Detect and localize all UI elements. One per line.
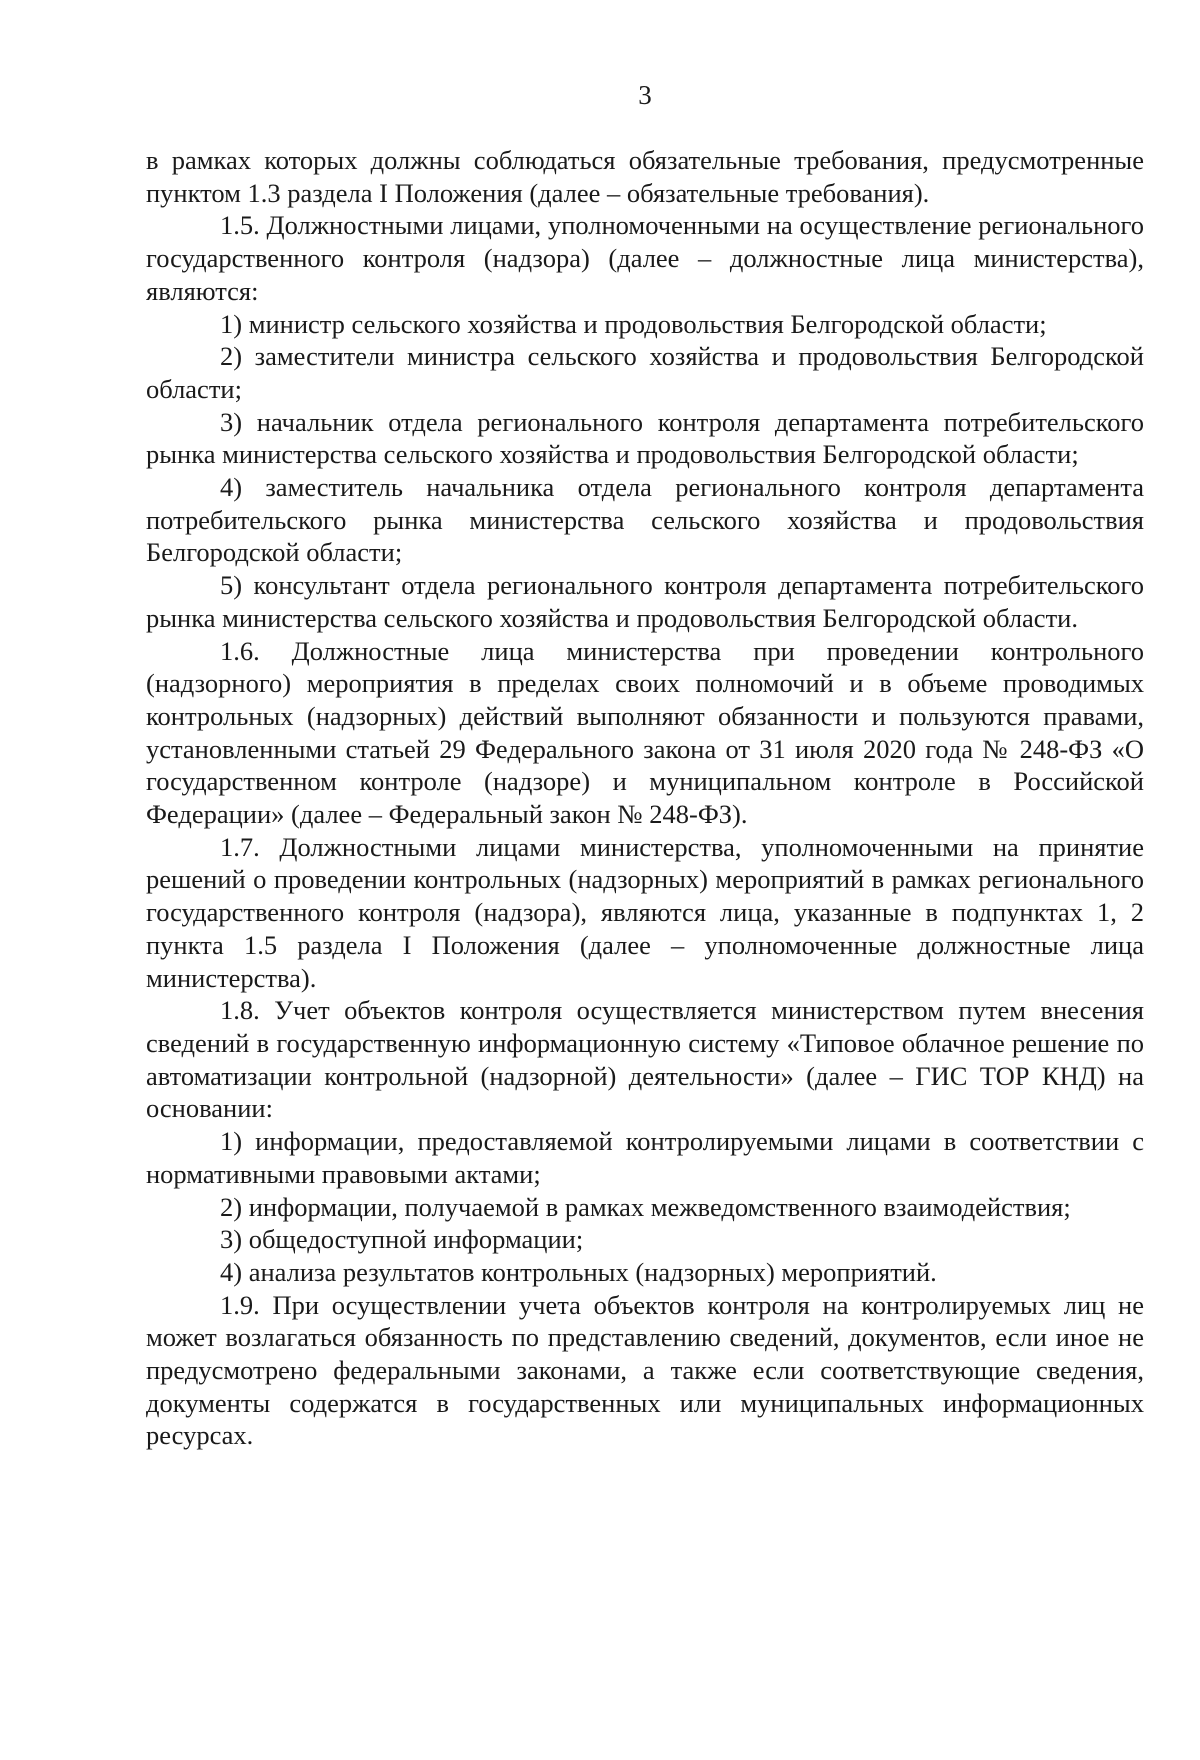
paragraph-clause-1-6: 1.6. Должностные лица министерства при проведении контрольного (надзорного) мероприятия в пределах своих полномочий и в объеме проводимых контрольных (надзорных) действий выполняют обязанности и пользуются правами, установленными статьей 29 Федерального закона от 31 июля 2020 года № 248-ФЗ «О государственном контроле (надзоре) и муниципальном контроле в Российской Федерации» (далее – Федеральный закон № 248-ФЗ).: [146, 635, 1144, 830]
page-number: 3: [638, 80, 652, 110]
list-item-1-5-4: 4) заместитель начальника отдела регионального контроля департамента потребительского рынка министерства сельского хозяйства и продовольствия Белгородской области;: [146, 472, 1144, 568]
paragraph-clause-1-7: 1.7. Должностными лицами министерства, уполномоченными на принятие решений о проведении контрольных (надзорных) мероприятий в рамках регионального государственного контроля (надзора), являются лица, указанные в подпунктах 1, 2 пункта 1.5 раздела I Положения (далее – уполномоченные должностные лица министерства).: [146, 831, 1144, 993]
list-item-1-8-3: 3) общедоступной информации;: [220, 1224, 584, 1255]
list-item-1-8-1: 1) информации, предоставляемой контролируемыми лицами в соответствии с нормативными правовыми актами;: [146, 1126, 1144, 1189]
document-body: [146, 144, 1144, 1452]
list-item-1-8-2: 2) информации, получаемой в рамках межведомственного взаимодействия;: [220, 1191, 1071, 1222]
paragraph-continuation: в рамках которых должны соблюдаться обязательные требования, предусмотренные пунктом 1.3 раздела I Положения (далее – обязательные требования).: [146, 145, 1144, 208]
list-item-1-5-5: 5) консультант отдела регионального контроля департамента потребительского рынка министерства сельского хозяйства и продовольствия Белгородской области.: [146, 570, 1144, 633]
list-item-1-8-4: 4) анализа результатов контрольных (надзорных) мероприятий.: [220, 1256, 937, 1287]
paragraph-clause-1-5: 1.5. Должностными лицами, уполномоченными на осуществление регионального государственного контроля (надзора) (далее – должностные лица министерства), являются:: [146, 210, 1144, 306]
list-item-1-5-3: 3) начальник отдела регионального контроля департамента потребительского рынка министерства сельского хозяйства и продовольствия Белгородской области;: [146, 406, 1144, 470]
paragraph-clause-1-8: 1.8. Учет объектов контроля осуществляется министерством путем внесения сведений в государственную информационную систему «Типовое облачное решение по автоматизации контрольной (надзорной) деятельности» (далее – ГИС ТОР КНД) на основании:: [146, 995, 1144, 1124]
paragraph-clause-1-9: 1.9. При осуществлении учета объектов контроля на контролируемых лиц не может возлагаться обязанность по представлению сведений, документов, если иное не предусмотрено федеральными законами, а также если соответствующие сведения, документы содержатся в государственных или муниципальных информационных ресурсах.: [146, 1289, 1144, 1451]
list-item-1-5-1: 1) министр сельского хозяйства и продовольствия Белгородской области;: [220, 308, 1047, 339]
list-item-1-5-2: 2) заместители министра сельского хозяйства и продовольствия Белгородской области;: [146, 341, 1144, 404]
